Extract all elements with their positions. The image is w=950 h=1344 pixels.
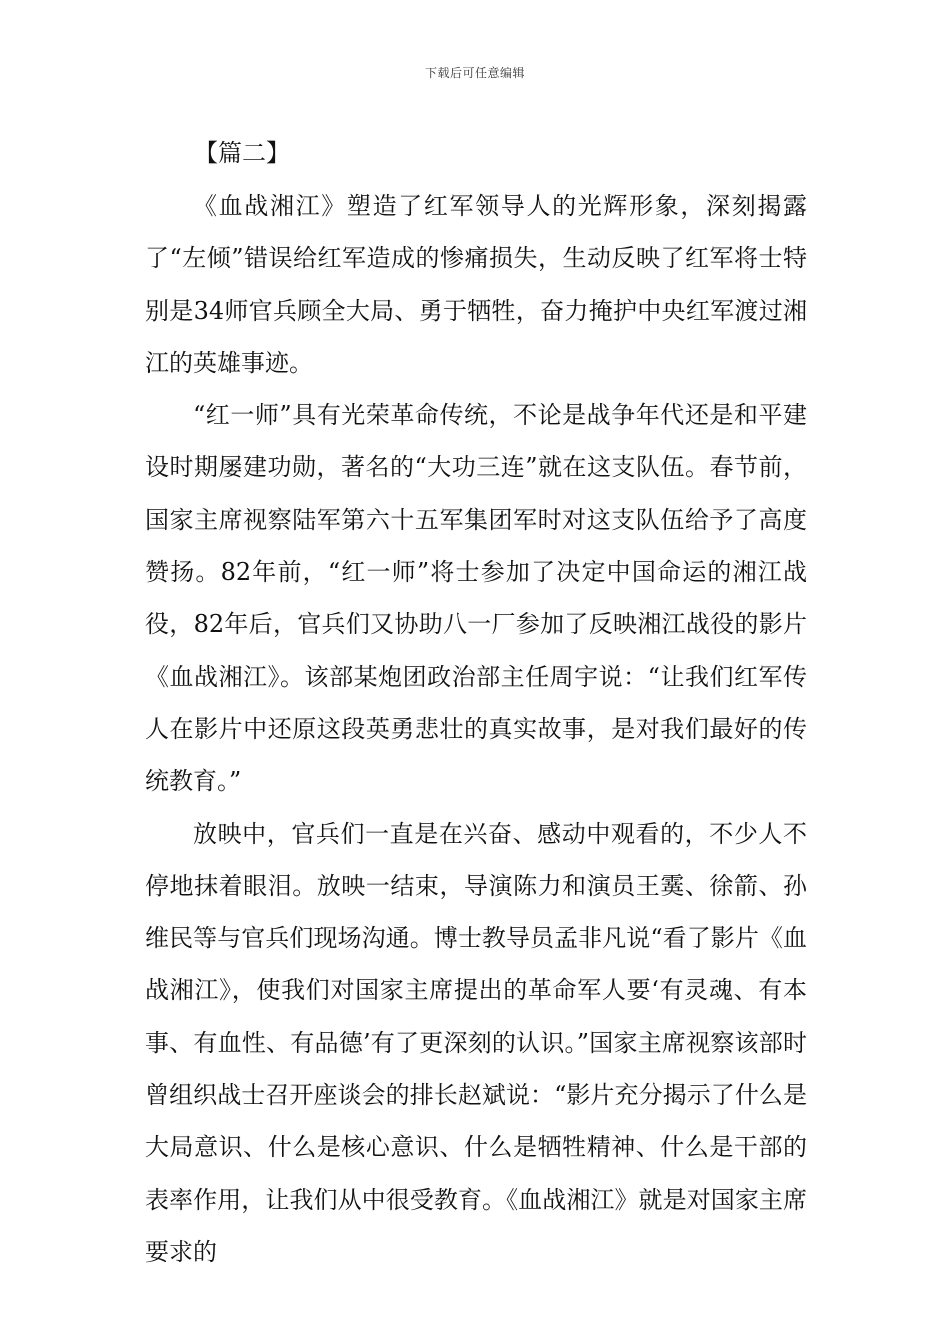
page-header-note: 下载后可任意编辑: [424, 66, 525, 80]
paragraph-2: “红一师”具有光荣革命传统，不论是战争年代还是和平建设时期屡建功勋，著名的“大功三连”就在这支队伍。春节前，国家主席视察陆军第六十五军集团军时对这支队伍给予了高度赞扬。82年前，“红一师”将士参加了决定中国命运的湘江战役，82年后，官兵们又协助八一厂参加了反映湘江战役的影片《血战湘江》。该部某炮团政治部主任周宇说：“让我们红军传人在影片中还原这段英勇悲壮的真实故事，是对我们最好的传统教育。”: [145, 401, 807, 796]
document-body: [145, 126, 807, 1278]
paragraph-3: 放映中，官兵们一直是在兴奋、感动中观看的，不少人不停地抹着眼泪。放映一结束，导演陈力和演员王霙、徐箭、孙维民等与官兵们现场沟通。博士教导员孟非凡说“看了影片《血战湘江》，使我们对国家主席提出的革命军人要‘有灵魂、有本事、有血性、有品德’有了更深刻的认识。”国家主席视察该部时曾组织战士召开座谈会的排长赵斌说：“影片充分揭示了什么是大局意识、什么是核心意识、什么是牺牲精神、什么是干部的表率作用，让我们从中很受教育。《血战湘江》就是对国家主席要求的: [145, 819, 807, 1266]
paragraph-1: 《血战湘江》塑造了红军领导人的光辉形象，深刻揭露了“左倾”错误给红军造成的惨痛损失，生动反映了红军将士特别是34师官兵顾全大局、勇于牺牲，奋力掩护中央红军渡过湘江的英雄事迹。: [145, 192, 807, 377]
section-title: 【篇二】: [194, 139, 290, 167]
